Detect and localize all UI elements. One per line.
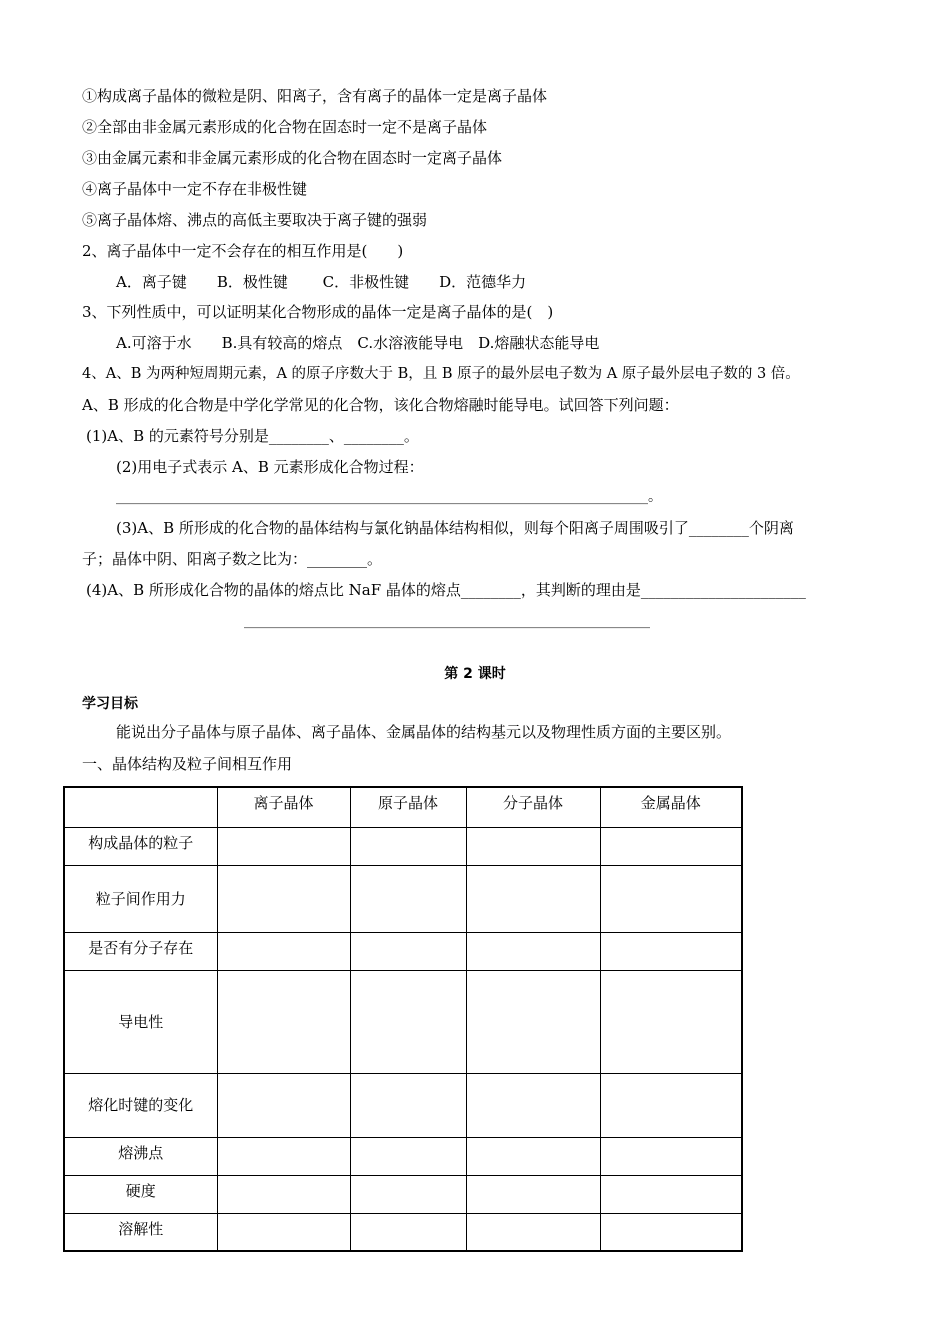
table-cell[interactable] [466, 1213, 600, 1251]
table-cell[interactable] [600, 1175, 742, 1213]
table-cell[interactable] [600, 1213, 742, 1251]
row-label: 粒子间作用力 [64, 865, 217, 932]
table-row [64, 970, 742, 1073]
question-4-part-2-blank: ____________________________________________________________________________。 [116, 489, 662, 505]
table-cell[interactable] [217, 1073, 350, 1137]
header-blank [64, 787, 217, 827]
header-metallic-crystal: 金属晶体 [600, 787, 742, 827]
table-row [64, 1137, 742, 1175]
table-cell[interactable] [350, 970, 466, 1073]
table-cell[interactable] [466, 827, 600, 865]
section-1-heading: 一、晶体结构及粒子间相互作用 [82, 755, 293, 773]
table-row [64, 827, 742, 865]
table-cell[interactable] [600, 827, 742, 865]
header-ionic-crystal: 离子晶体 [217, 787, 350, 827]
question-4-part-3-line-2: 子；晶体中阴、阳离子数之比为：________。 [82, 550, 383, 568]
question-2-stem: 2、离子晶体中一定不会存在的相互作用是( ) [82, 242, 404, 260]
question-3-options: A.可溶于水 B.具有较高的熔点 C.水溶液能导电 D.熔融状态能导电 [116, 334, 600, 352]
question-4-part-4-line-1: (4)A、B 所形成化合物的晶体的熔点比 NaF 晶体的熔点________，其判断的理由是______________________ [86, 581, 806, 599]
table-cell[interactable] [217, 827, 350, 865]
lesson-2-title: 第 2 课时 [444, 666, 506, 682]
header-atomic-crystal: 原子晶体 [350, 787, 466, 827]
row-label: 硬度 [64, 1175, 217, 1213]
statement-2: ②全部由非金属元素形成的化合物在固态时一定不是离子晶体 [82, 118, 488, 136]
question-4-part-3-line-1: (3)A、B 所形成的化合物的晶体结构与氯化钠晶体结构相似，则每个阳离子周围吸引了________个阴离 [116, 519, 794, 537]
row-label: 溶解性 [64, 1213, 217, 1251]
row-label: 是否有分子存在 [64, 932, 217, 970]
table-row [64, 1073, 742, 1137]
table-cell[interactable] [217, 932, 350, 970]
table-cell[interactable] [466, 1175, 600, 1213]
question-4-stem-line-1: 4、A、B 为两种短周期元素，A 的原子序数大于 B，且 B 原子的最外层电子数为 A 原子最外层电子数的 3 倍。 [82, 366, 800, 382]
question-2-options: A．离子键 B．极性键 C．非极性键 D．范德华力 [116, 273, 527, 291]
question-4-part-2: (2)用电子式表示 A、B 元素形成化合物过程： [116, 458, 424, 476]
table-cell[interactable] [217, 1213, 350, 1251]
table-cell[interactable] [466, 970, 600, 1073]
learning-goal-heading: 学习目标 [82, 696, 138, 712]
table-header-row [64, 787, 742, 827]
table-row [64, 932, 742, 970]
header-molecular-crystal: 分子晶体 [466, 787, 600, 827]
row-label: 熔沸点 [64, 1137, 217, 1175]
table-cell[interactable] [217, 1137, 350, 1175]
statement-5: ⑤离子晶体熔、沸点的高低主要取决于离子键的强弱 [82, 211, 428, 229]
table-cell[interactable] [350, 1073, 466, 1137]
table-cell[interactable] [600, 1073, 742, 1137]
table-cell[interactable] [350, 1213, 466, 1251]
table-cell[interactable] [350, 1137, 466, 1175]
table-cell[interactable] [217, 865, 350, 932]
table-cell[interactable] [350, 827, 466, 865]
statement-4: ④离子晶体中一定不存在非极性键 [82, 180, 308, 198]
table-cell[interactable] [217, 970, 350, 1073]
question-4-part-1: (1)A、B 的元素符号分别是________、________。 [86, 427, 419, 445]
table-cell[interactable] [600, 865, 742, 932]
table-cell[interactable] [600, 932, 742, 970]
table-cell[interactable] [466, 1137, 600, 1175]
table-cell[interactable] [600, 1137, 742, 1175]
table-row [64, 1175, 742, 1213]
table-cell[interactable] [466, 865, 600, 932]
table-cell[interactable] [466, 1073, 600, 1137]
table-cell[interactable] [466, 932, 600, 970]
crystal-comparison-table [63, 786, 743, 1252]
row-label: 熔化时键的变化 [64, 1073, 217, 1137]
row-label: 导电性 [64, 970, 217, 1073]
table-row [64, 1213, 742, 1251]
table-cell[interactable] [350, 932, 466, 970]
table-cell[interactable] [217, 1175, 350, 1213]
question-4-stem-line-2: A、B 形成的化合物是中学化学常见的化合物，该化合物熔融时能导电。试回答下列问题： [82, 396, 679, 414]
statement-1: ①构成离子晶体的微粒是阴、阳离子，含有离子的晶体一定是离子晶体 [82, 87, 548, 105]
table-cell[interactable] [350, 1175, 466, 1213]
table-row [64, 865, 742, 932]
row-label: 构成晶体的粒子 [64, 827, 217, 865]
table-cell[interactable] [350, 865, 466, 932]
table-cell[interactable] [600, 970, 742, 1073]
statement-3: ③由金属元素和非金属元素形成的化合物在固态时一定离子晶体 [82, 149, 503, 167]
question-3-stem: 3、下列性质中，可以证明某化合物形成的晶体一定是离子晶体的是( ) [82, 303, 554, 321]
question-4-part-4-line-2: __________________________________________________________ [244, 613, 650, 629]
learning-goal-text: 能说出分子晶体与原子晶体、离子晶体、金属晶体的结构基元以及物理性质方面的主要区别。 [116, 723, 732, 741]
